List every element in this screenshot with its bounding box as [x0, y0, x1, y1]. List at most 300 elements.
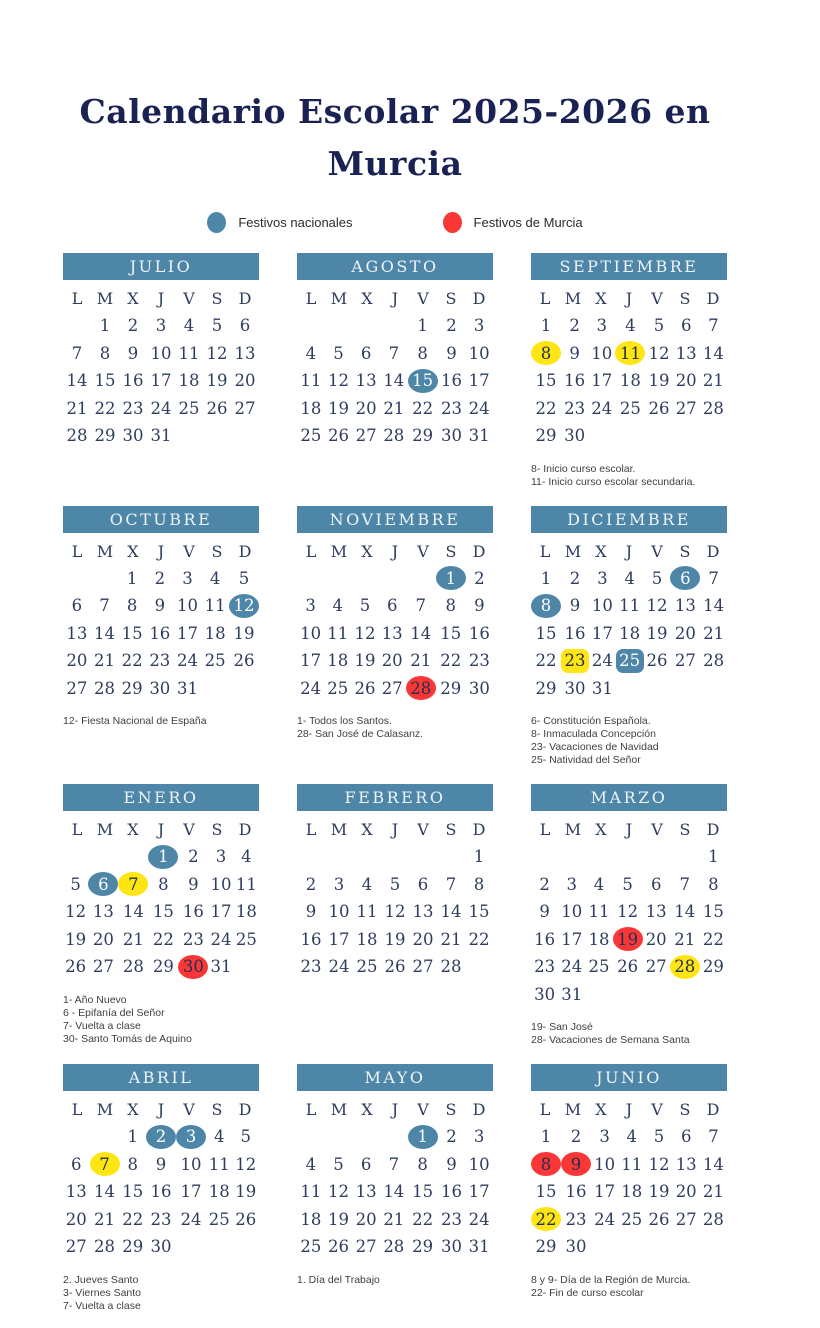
- day-cell: 22: [440, 651, 462, 671]
- holiday-marker: 28: [406, 676, 436, 700]
- day-cell: 28: [383, 1237, 405, 1257]
- day-cell: 1: [127, 1127, 138, 1147]
- weekday-label: X: [361, 1100, 373, 1120]
- day-cell: 24: [591, 398, 613, 418]
- day-cell-empty: [88, 843, 118, 871]
- day-cell: 20: [645, 929, 667, 949]
- day-cell: 16: [182, 902, 204, 922]
- day-cell: 7: [415, 596, 427, 616]
- day-cell: 28: [94, 1237, 115, 1257]
- day-cell: 9: [539, 902, 550, 922]
- day-cell: 1: [540, 1127, 552, 1147]
- day-cell: 25: [204, 651, 226, 671]
- day-cell: 27: [355, 426, 377, 446]
- weekday-header-row: [63, 542, 259, 561]
- day-cell: 25: [588, 957, 610, 977]
- day-cell: 30: [564, 426, 586, 446]
- day-cell: 26: [327, 426, 349, 446]
- day-cell: 28: [122, 957, 144, 977]
- day-cell: 20: [234, 371, 256, 391]
- day-cell: 25: [356, 957, 378, 977]
- day-cell: 13: [381, 623, 403, 643]
- day-cell: 31: [468, 1237, 490, 1257]
- day-cell: 26: [235, 1209, 257, 1229]
- day-cell: 5: [653, 1127, 665, 1147]
- murcia-holiday-dot-icon: [443, 212, 462, 233]
- day-cell: 1: [473, 847, 485, 867]
- weekday-label: X: [595, 289, 607, 309]
- day-cell: 24: [328, 957, 350, 977]
- day-cell: 27: [674, 651, 696, 671]
- day-cell: 12: [646, 596, 668, 616]
- note-line: 6- Constitución Española.: [531, 715, 651, 728]
- day-cell: 9: [127, 343, 139, 363]
- note-line: 12- Fiesta Nacional de España: [63, 715, 207, 728]
- day-cell: 17: [468, 1182, 490, 1202]
- month-noviembre: [297, 506, 493, 742]
- note-line: 30- Santo Tomás de Aquino: [63, 1032, 192, 1045]
- day-cell: 18: [356, 929, 378, 949]
- weekday-label: M: [96, 289, 114, 309]
- note-line: 1- Año Nuevo: [63, 993, 127, 1006]
- day-cell: 26: [354, 678, 376, 698]
- day-cell: 18: [235, 902, 257, 922]
- day-cell: 20: [355, 1209, 377, 1229]
- day-cell: 25: [327, 678, 349, 698]
- day-cell: 22: [535, 398, 557, 418]
- holiday-marker: 12: [229, 594, 259, 618]
- weekday-label: D: [706, 289, 720, 309]
- weekday-label: L: [71, 1100, 83, 1120]
- day-cell-empty: [91, 565, 119, 593]
- day-cell: 22: [94, 398, 116, 418]
- day-cell: 17: [180, 1182, 202, 1202]
- weekday-label: D: [238, 541, 252, 561]
- day-cell: 3: [155, 316, 167, 336]
- day-cell-empty: [379, 565, 406, 593]
- day-cell: [531, 340, 561, 368]
- day-cell: [229, 592, 259, 620]
- day-cell: 26: [646, 651, 668, 671]
- weekday-label: S: [211, 820, 223, 840]
- day-cell: 8: [473, 874, 485, 894]
- month-diciembre: [531, 506, 727, 768]
- month-title: AGOSTO: [297, 253, 493, 280]
- weekday-label: D: [472, 820, 486, 840]
- note-line: 28- San José de Calasanz.: [297, 728, 424, 741]
- day-cell: 14: [383, 371, 405, 391]
- note-line: 11- Inicio curso escolar secundaria.: [531, 475, 696, 488]
- weekday-label: J: [391, 1100, 399, 1120]
- day-cell: [531, 1151, 561, 1179]
- day-cell-empty: [380, 312, 408, 340]
- weekday-label: V: [417, 1100, 429, 1120]
- day-cell: 18: [327, 651, 349, 671]
- day-cell: 14: [66, 371, 88, 391]
- days-grid: [297, 565, 493, 703]
- day-cell: [670, 953, 700, 981]
- day-cell: 28: [440, 957, 462, 977]
- day-cell: 24: [561, 957, 583, 977]
- note-line: 8 y 9- Día de la Región de Murcia.: [531, 1273, 691, 1286]
- day-cell: 19: [327, 398, 349, 418]
- day-cell: 29: [535, 678, 557, 698]
- month-septiembre: [531, 253, 727, 489]
- weekday-label: V: [183, 1100, 195, 1120]
- day-cell: 20: [355, 398, 377, 418]
- weekday-label: L: [539, 1100, 551, 1120]
- day-cell: 26: [617, 957, 639, 977]
- day-cell: 14: [93, 623, 115, 643]
- month-enero: [63, 784, 259, 1046]
- day-cell: 16: [440, 371, 462, 391]
- day-cell: 2: [569, 568, 581, 588]
- day-cell: 14: [702, 343, 724, 363]
- weekday-label: M: [330, 541, 348, 561]
- day-cell: 16: [564, 623, 586, 643]
- day-cell: 4: [625, 316, 636, 336]
- holiday-marker: 9: [561, 1152, 591, 1176]
- day-cell: [561, 647, 589, 675]
- day-cell: 3: [305, 596, 316, 616]
- day-cell: 27: [675, 398, 697, 418]
- month-notes: [63, 715, 259, 728]
- weekday-label: L: [71, 820, 83, 840]
- day-cell: 15: [440, 623, 462, 643]
- day-cell: 15: [468, 902, 490, 922]
- weekday-label: J: [625, 1100, 633, 1120]
- month-notes: [63, 1274, 259, 1313]
- day-cell: 29: [152, 957, 174, 977]
- day-cell: 22: [122, 1209, 144, 1229]
- day-cell: 21: [674, 929, 696, 949]
- day-cell: 9: [305, 902, 317, 922]
- weekday-label: L: [305, 820, 317, 840]
- weekday-label: M: [564, 289, 582, 309]
- day-cell: 6: [71, 1154, 82, 1174]
- weekday-header-row: [297, 820, 493, 839]
- holiday-marker: 6: [88, 872, 118, 896]
- day-cell: 27: [645, 957, 667, 977]
- holiday-marker: 8: [531, 1152, 561, 1176]
- weekday-label: S: [211, 289, 223, 309]
- day-cell-empty: [558, 843, 585, 871]
- day-cell: 4: [624, 568, 635, 588]
- day-cell: 2: [305, 874, 317, 894]
- weekday-header-row: [531, 542, 727, 561]
- day-cell: 13: [234, 343, 256, 363]
- months-grid: [63, 253, 727, 1313]
- day-cell-empty: [613, 843, 643, 871]
- day-cell: 17: [594, 1182, 616, 1202]
- weekday-label: X: [361, 289, 373, 309]
- day-cell: 2: [154, 568, 166, 588]
- day-cell: 4: [593, 874, 605, 894]
- day-cell: 12: [354, 623, 376, 643]
- day-cell: 2: [127, 316, 139, 336]
- holiday-marker: 22: [531, 1207, 561, 1231]
- day-cell: [436, 565, 466, 593]
- month-abril: [63, 1064, 259, 1313]
- day-cell: 29: [412, 426, 434, 446]
- day-cell: 17: [561, 929, 583, 949]
- day-cell: 12: [327, 371, 349, 391]
- day-cell: 25: [300, 426, 322, 446]
- day-cell: 1: [126, 568, 138, 588]
- day-cell: 9: [155, 1154, 167, 1174]
- holiday-marker: 2: [146, 1125, 176, 1149]
- day-cell: 6: [71, 596, 83, 616]
- day-cell: 17: [300, 651, 322, 671]
- day-cell: 14: [702, 1154, 724, 1174]
- day-cell: 21: [440, 929, 462, 949]
- day-cell: [408, 1123, 438, 1151]
- weekday-label: S: [445, 820, 457, 840]
- day-cell: 17: [591, 371, 613, 391]
- month-title: ABRIL: [63, 1064, 259, 1091]
- weekday-label: S: [445, 1100, 457, 1120]
- day-cell: 1: [417, 316, 428, 336]
- day-cell: 27: [355, 1237, 377, 1257]
- days-grid: [531, 312, 727, 450]
- weekday-label: M: [564, 820, 582, 840]
- day-cell: 2: [569, 316, 580, 336]
- holiday-marker: 7: [118, 872, 148, 896]
- day-cell: 8: [99, 343, 111, 363]
- day-cell: 6: [680, 1127, 692, 1147]
- weekday-label: L: [539, 289, 551, 309]
- month-notes: [297, 715, 493, 741]
- day-cell: 27: [66, 678, 88, 698]
- day-cell: 13: [355, 371, 377, 391]
- day-cell: 27: [92, 957, 114, 977]
- day-cell: 11: [235, 874, 257, 894]
- day-cell-empty: [297, 843, 325, 871]
- day-cell: 5: [359, 596, 371, 616]
- weekday-header-row: [297, 542, 493, 561]
- day-cell: 13: [412, 902, 434, 922]
- weekday-label: L: [71, 289, 83, 309]
- day-cell: 23: [565, 1209, 587, 1229]
- day-cell: 8: [127, 1154, 138, 1174]
- holiday-marker: 1: [408, 1125, 438, 1149]
- day-cell: 23: [440, 398, 462, 418]
- day-cell: 3: [599, 1127, 610, 1147]
- day-cell: [561, 1151, 591, 1179]
- day-cell: 18: [619, 371, 641, 391]
- legend-item-murcia: [443, 212, 583, 233]
- legend: [63, 212, 727, 233]
- month-notes: [531, 715, 727, 767]
- weekday-label: M: [564, 1100, 582, 1120]
- weekday-label: V: [651, 820, 663, 840]
- day-cell: 25: [235, 929, 257, 949]
- day-cell: 26: [206, 398, 228, 418]
- day-cell: 2: [539, 874, 550, 894]
- day-cell: 26: [65, 957, 87, 977]
- day-cell: 14: [440, 902, 462, 922]
- day-cell: 17: [591, 623, 613, 643]
- day-cell: [176, 1123, 206, 1151]
- day-cell: 22: [412, 398, 434, 418]
- day-cell: 15: [412, 1182, 434, 1202]
- note-line: 7- Vuelta a clase: [63, 1299, 141, 1312]
- weekday-header-row: [63, 820, 259, 839]
- month-title: JUNIO: [531, 1064, 727, 1091]
- day-cell: 2: [570, 1127, 582, 1147]
- day-cell: 7: [708, 1127, 719, 1147]
- day-cell: 20: [674, 623, 696, 643]
- weekday-label: V: [651, 289, 663, 309]
- day-cell: 11: [588, 902, 610, 922]
- days-grid: [297, 1123, 493, 1261]
- note-line: 25- Natividad del Señor: [531, 754, 641, 767]
- holiday-marker: 1: [148, 845, 178, 869]
- day-cell: 19: [233, 623, 255, 643]
- day-cell: 8: [126, 596, 138, 616]
- day-cell: 8: [158, 874, 169, 894]
- day-cell: 6: [360, 1154, 372, 1174]
- day-cell: 3: [596, 316, 608, 336]
- weekday-label: M: [96, 820, 114, 840]
- day-cell: 4: [209, 568, 221, 588]
- day-cell: 24: [468, 398, 490, 418]
- day-cell: 27: [412, 957, 434, 977]
- note-line: 8- Inmaculada Concepción: [531, 728, 656, 741]
- weekday-label: X: [595, 541, 607, 561]
- day-cell: 29: [535, 1237, 557, 1257]
- day-cell: 25: [178, 398, 200, 418]
- month-title: DICIEMBRE: [531, 506, 727, 533]
- day-cell: 4: [626, 1127, 638, 1147]
- days-grid: [63, 565, 259, 703]
- weekday-label: M: [564, 541, 582, 561]
- day-cell: [90, 1151, 120, 1179]
- day-cell-empty: [63, 312, 91, 340]
- day-cell: 12: [65, 902, 87, 922]
- month-mayo: [297, 1064, 493, 1287]
- day-cell: 26: [648, 1209, 670, 1229]
- day-cell: 4: [241, 847, 252, 867]
- day-cell: 7: [679, 874, 691, 894]
- day-cell: 27: [65, 1237, 87, 1257]
- weekday-label: L: [539, 541, 551, 561]
- month-title: SEPTIEMBRE: [531, 253, 727, 280]
- weekday-label: V: [183, 289, 195, 309]
- day-cell: 19: [235, 1182, 257, 1202]
- day-cell: 14: [410, 623, 432, 643]
- day-cell: 27: [381, 678, 403, 698]
- holiday-marker: 7: [90, 1152, 120, 1176]
- month-notes: [531, 1274, 727, 1300]
- weekday-label: J: [625, 820, 633, 840]
- day-cell: 25: [300, 1237, 322, 1257]
- weekday-label: V: [651, 1100, 663, 1120]
- day-cell: 4: [305, 343, 317, 363]
- weekday-label: J: [391, 820, 399, 840]
- day-cell: [148, 843, 178, 871]
- day-cell-empty: [118, 843, 148, 871]
- day-cell: 21: [383, 1209, 405, 1229]
- day-cell: 14: [703, 596, 725, 616]
- day-cell-empty: [437, 843, 465, 871]
- day-cell: 24: [468, 1209, 490, 1229]
- day-cell-empty: [353, 843, 381, 871]
- weekday-label: D: [706, 541, 720, 561]
- day-cell: 29: [440, 678, 462, 698]
- month-title: NOVIEMBRE: [297, 506, 493, 533]
- day-cell: 27: [234, 398, 256, 418]
- day-cell: 22: [702, 929, 724, 949]
- day-cell-empty: [380, 1123, 408, 1151]
- day-cell: 6: [417, 874, 429, 894]
- day-cell: 7: [71, 343, 83, 363]
- weekday-label: D: [706, 1100, 720, 1120]
- weekday-label: M: [330, 820, 348, 840]
- day-cell: 29: [535, 426, 557, 446]
- month-title: ENERO: [63, 784, 259, 811]
- month-febrero: [297, 784, 493, 981]
- day-cell: 29: [121, 678, 143, 698]
- day-cell: 25: [208, 1209, 230, 1229]
- day-cell-empty: [381, 843, 409, 871]
- day-cell: 20: [381, 651, 403, 671]
- day-cell: 10: [210, 874, 232, 894]
- day-cell: [613, 926, 643, 954]
- day-cell: 10: [561, 902, 583, 922]
- weekday-label: L: [305, 541, 317, 561]
- day-cell: 12: [384, 902, 406, 922]
- day-cell: 5: [653, 316, 665, 336]
- day-cell: 31: [210, 957, 232, 977]
- weekday-label: X: [595, 820, 607, 840]
- day-cell: 31: [150, 426, 172, 446]
- day-cell: 14: [94, 1182, 115, 1202]
- day-cell: 8: [417, 1154, 428, 1174]
- weekday-label: J: [157, 1100, 165, 1120]
- day-cell-empty: [297, 1123, 325, 1151]
- holiday-marker: 28: [670, 955, 700, 979]
- weekday-label: D: [472, 541, 486, 561]
- day-cell: 5: [240, 1127, 251, 1147]
- day-cell: 16: [468, 623, 490, 643]
- day-cell: 19: [327, 1209, 349, 1229]
- weekday-label: X: [361, 541, 373, 561]
- day-cell: [670, 565, 700, 593]
- days-grid: [63, 312, 259, 450]
- holiday-marker: 19: [613, 927, 643, 951]
- day-cell: 14: [674, 902, 696, 922]
- day-cell: 9: [569, 343, 580, 363]
- day-cell-empty: [63, 565, 91, 593]
- weekday-header-row: [297, 1100, 493, 1119]
- month-title: MAYO: [297, 1064, 493, 1091]
- day-cell: 1: [540, 568, 552, 588]
- month-julio: [63, 253, 259, 450]
- note-line: 7- Vuelta a clase: [63, 1019, 141, 1032]
- day-cell: 21: [703, 623, 725, 643]
- day-cell: 11: [204, 596, 226, 616]
- day-cell: 28: [703, 651, 725, 671]
- day-cell: 13: [92, 902, 114, 922]
- day-cell: 29: [122, 1237, 144, 1257]
- page-title-line1: Calendario Escolar 2025-2026 en: [79, 92, 711, 132]
- day-cell: 13: [66, 623, 88, 643]
- day-cell: 4: [214, 1127, 225, 1147]
- day-cell: 31: [176, 678, 198, 698]
- weekday-label: J: [157, 289, 165, 309]
- weekday-label: V: [183, 820, 195, 840]
